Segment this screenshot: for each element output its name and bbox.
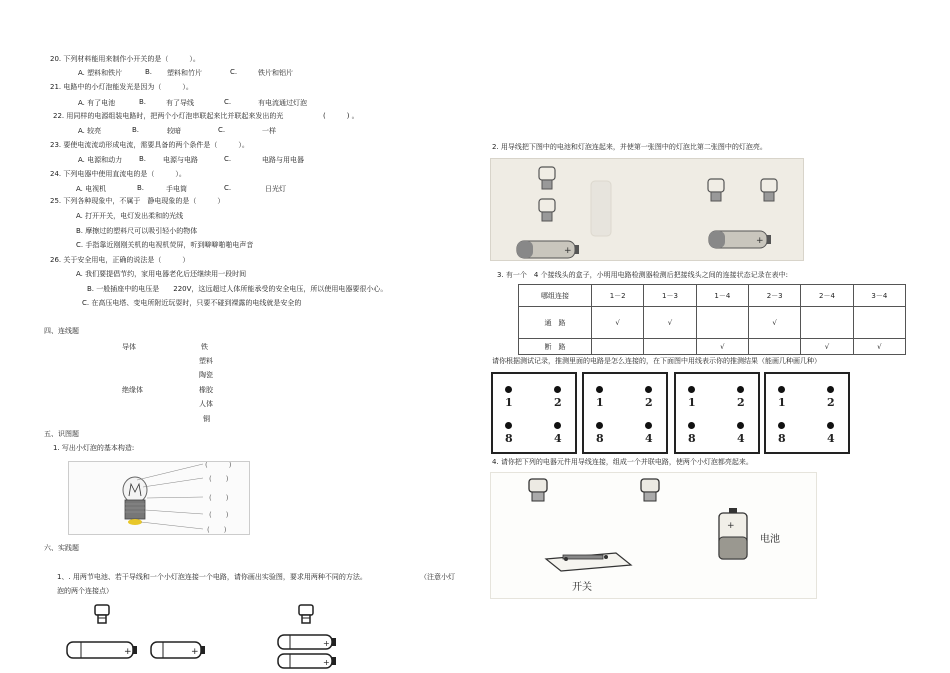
q21-option-c: 有电流通过灯泡: [258, 99, 307, 107]
terminal-label: 1: [688, 396, 696, 409]
section6-q1-line1: 1、. 用两节电池、若干导线和一个小灯泡连接一个电路，请你画出实验图，要求用两种不同的方法。: [57, 573, 367, 581]
section6-title: 六、实践题: [44, 544, 79, 552]
terminal-dot: [505, 422, 512, 429]
q26-option-a: A. 我们要提倡节约，家用电器老化后还继续用一段时间: [76, 270, 247, 278]
terminal-label: 8: [778, 432, 786, 445]
q23-options: [0, 155, 475, 165]
table-header-cell: 2－4: [801, 285, 853, 307]
switch-label: 开关: [572, 582, 592, 593]
table-header-cell: 1－3: [644, 285, 696, 307]
q22-option-b-letter: B.: [132, 126, 140, 134]
q21-option-c-letter: C.: [224, 98, 232, 106]
svg-text:( ): ( ): [209, 494, 229, 502]
table-header-cell: 3－4: [853, 285, 905, 307]
table-header-cell: 1－2: [592, 285, 644, 307]
q23-option-b-letter: B.: [139, 155, 147, 163]
terminal-label: 4: [645, 432, 653, 445]
terminal-dot: [688, 386, 695, 393]
q26-option-b: B. 一般插座中的电压是 220V，这远超过人体所能承受的安全电压，所以使用电器要很小心。: [87, 285, 388, 293]
q23-option-c-letter: C.: [224, 155, 232, 163]
terminal-label: 8: [505, 432, 513, 445]
matching-right-item: 人体: [199, 400, 213, 408]
table-header-cell: 1－4: [696, 285, 748, 307]
matching-right-item: 橡胶: [199, 386, 213, 394]
q22-option-b: 较暗: [167, 127, 181, 135]
terminal-box: [674, 372, 760, 454]
q2-photo-figure: [490, 158, 804, 261]
q22-paren: ( ) 。: [323, 112, 359, 120]
q25-stem: 25. 下列各种现象中，不属于 静电现象的是（ ）: [50, 197, 225, 205]
svg-text:( ): ( ): [205, 462, 232, 469]
matching-right-item: 铁: [201, 343, 208, 351]
q3-text: 3. 有一个 4 个接线头的盒子，小明用电路检测器检测后把接线头之间的连接状态记录在表中:: [497, 271, 788, 279]
q20-option-c-letter: C.: [230, 68, 238, 76]
q26-stem: 26. 关于安全用电，正确的说法是（ ）: [50, 256, 190, 264]
table-cell: √: [748, 307, 800, 339]
q20-stem: 20. 下列材料能用来制作小开关的是（ ）。: [50, 55, 200, 63]
terminal-dot: [645, 422, 652, 429]
terminal-dot: [778, 386, 785, 393]
matching-right-item: 铜: [203, 415, 210, 423]
table-cell: [853, 307, 905, 339]
table-row: [519, 307, 906, 339]
q21-option-b-letter: B.: [139, 98, 147, 106]
table-cell: √: [801, 339, 853, 355]
svg-text:+: +: [564, 246, 572, 256]
bulb-structure-figure: [68, 461, 250, 535]
connection-table: [518, 284, 906, 355]
svg-text:+: +: [727, 521, 735, 531]
q23-option-c: 电路与用电器: [262, 156, 304, 164]
q23-stem: 23. 要使电流流动形成电流，需要具备的两个条件是（ ）。: [50, 141, 249, 149]
svg-text:+: +: [124, 647, 132, 657]
terminal-box: [582, 372, 668, 454]
q25-option-b: B. 摩擦过的塑料尺可以吸引轻小的物体: [76, 227, 198, 235]
terminal-label: 1: [596, 396, 604, 409]
terminal-dot: [596, 422, 603, 429]
table-header-cell: 2－3: [748, 285, 800, 307]
terminal-box: [764, 372, 850, 454]
table-cell: √: [644, 307, 696, 339]
terminal-label: 8: [596, 432, 604, 445]
q25-option-a: A. 打开开关，电灯发出柔和的光线: [76, 212, 184, 220]
q24-option-a: A. 电视机: [76, 185, 107, 193]
table-cell: √: [696, 339, 748, 355]
matching-right-item: 陶瓷: [199, 371, 213, 379]
q26-option-c: C. 在高压电塔、变电所附近玩耍时，只要不碰到裸露的电线就是安全的: [82, 299, 302, 307]
table-cell: 通 路: [519, 307, 592, 339]
table-cell: [748, 339, 800, 355]
q21-option-b: 有了导线: [166, 99, 194, 107]
terminal-dot: [827, 386, 834, 393]
terminal-dot: [596, 386, 603, 393]
table-cell: [592, 339, 644, 355]
section6-q1-line2: 泡的两个连接点）: [57, 587, 113, 595]
q20-option-a: A. 塑料和铁片: [78, 69, 123, 77]
q24-option-c-letter: C.: [224, 184, 232, 192]
table-header-row: [519, 285, 906, 307]
practice-figure-2: [270, 600, 342, 671]
svg-text:+: +: [756, 236, 764, 246]
q24-option-c: 日光灯: [265, 185, 286, 193]
q22-option-a: A. 较亮: [78, 127, 102, 135]
q20-options: [0, 68, 475, 78]
terminal-dot: [505, 386, 512, 393]
terminal-dot: [554, 386, 561, 393]
q4-text: 4. 请你把下列的电器元件用导线连接，组成一个并联电路，使两个小灯泡都亮起来。: [492, 458, 753, 466]
terminal-label: 2: [827, 396, 835, 409]
table-row: [519, 339, 906, 355]
table-cell: [644, 339, 696, 355]
q20-option-b-letter: B.: [145, 68, 153, 76]
q24-option-b: 手电筒: [166, 185, 187, 193]
terminal-dot: [737, 422, 744, 429]
terminal-label: 8: [688, 432, 696, 445]
terminal-dot: [554, 422, 561, 429]
q20-option-c: 铁片和铝片: [258, 69, 293, 77]
section4-title: 四、连线题: [44, 327, 79, 335]
q22-option-c-letter: C.: [218, 126, 226, 134]
terminal-dot: [688, 422, 695, 429]
svg-text:( ): ( ): [209, 475, 229, 483]
table-cell: √: [853, 339, 905, 355]
q24-option-b-letter: B.: [137, 184, 145, 192]
svg-text:+: +: [323, 639, 330, 648]
battery-label: 电池: [760, 534, 780, 545]
terminal-dot: [827, 422, 834, 429]
terminal-label: 4: [827, 432, 835, 445]
terminal-label: 4: [554, 432, 562, 445]
q23-option-a: A. 电源和动力: [78, 156, 123, 164]
section5-q1: 1. 写出小灯泡的基本构造:: [53, 444, 135, 452]
table-cell: [696, 307, 748, 339]
q25-option-c: C. 手指靠近刚刚关机的电视机荧屏，听到噼噼啪啪电声音: [76, 241, 254, 249]
terminal-dot: [645, 386, 652, 393]
q21-stem: 21. 电路中的小灯泡能发光是因为（ ）。: [50, 83, 193, 91]
terminal-box: [491, 372, 577, 454]
q22-options: [0, 126, 475, 136]
terminal-label: 2: [737, 396, 745, 409]
svg-text:+: +: [191, 647, 199, 657]
svg-text:+: +: [323, 658, 330, 667]
table-cell: √: [592, 307, 644, 339]
table-cell: [801, 307, 853, 339]
table-header-cell: 哪组连接: [519, 285, 592, 307]
matching-right-item: 塑料: [199, 357, 213, 365]
section5-title: 五、识图题: [44, 430, 79, 438]
svg-text:( ): ( ): [207, 526, 227, 534]
section6-q1-note: （注意小灯: [420, 573, 455, 581]
q24-stem: 24. 下列电器中使用直流电的是（ ）。: [50, 170, 186, 178]
terminal-dot: [737, 386, 744, 393]
matching-left-conductor: 导体: [122, 343, 136, 351]
q2-text: 2. 用导线把下图中的电池和灯泡连起来，并使第一张图中的灯泡比第二张图中的灯泡亮。: [492, 143, 767, 151]
table-cell: 断 路: [519, 339, 592, 355]
terminal-label: 2: [645, 396, 653, 409]
q23-option-b: 电源与电路: [163, 156, 198, 164]
terminal-dot: [778, 422, 785, 429]
matching-left-insulator: 绝缘体: [122, 386, 143, 394]
q21-option-a: A. 有了电池: [78, 99, 116, 107]
q24-options: [0, 184, 475, 194]
q20-option-b: 塑料和竹片: [167, 69, 202, 77]
q22-stem: 22. 用同样的电源组装电路时，把两个小灯泡串联起来比并联起来发出的光: [53, 112, 284, 120]
practice-figure-1: [61, 600, 209, 671]
q21-options: [0, 98, 475, 108]
terminal-label: 1: [778, 396, 786, 409]
svg-text:( ): ( ): [209, 511, 229, 519]
terminal-label: 1: [505, 396, 513, 409]
q22-option-c: 一样: [262, 127, 276, 135]
q3-instruction: 请你根据测试记录，推测里面的电路是怎么连接的，在下面图中用线表示你的推测结果（能画几种画几种）: [492, 357, 821, 365]
terminal-label: 2: [554, 396, 562, 409]
terminal-label: 4: [737, 432, 745, 445]
